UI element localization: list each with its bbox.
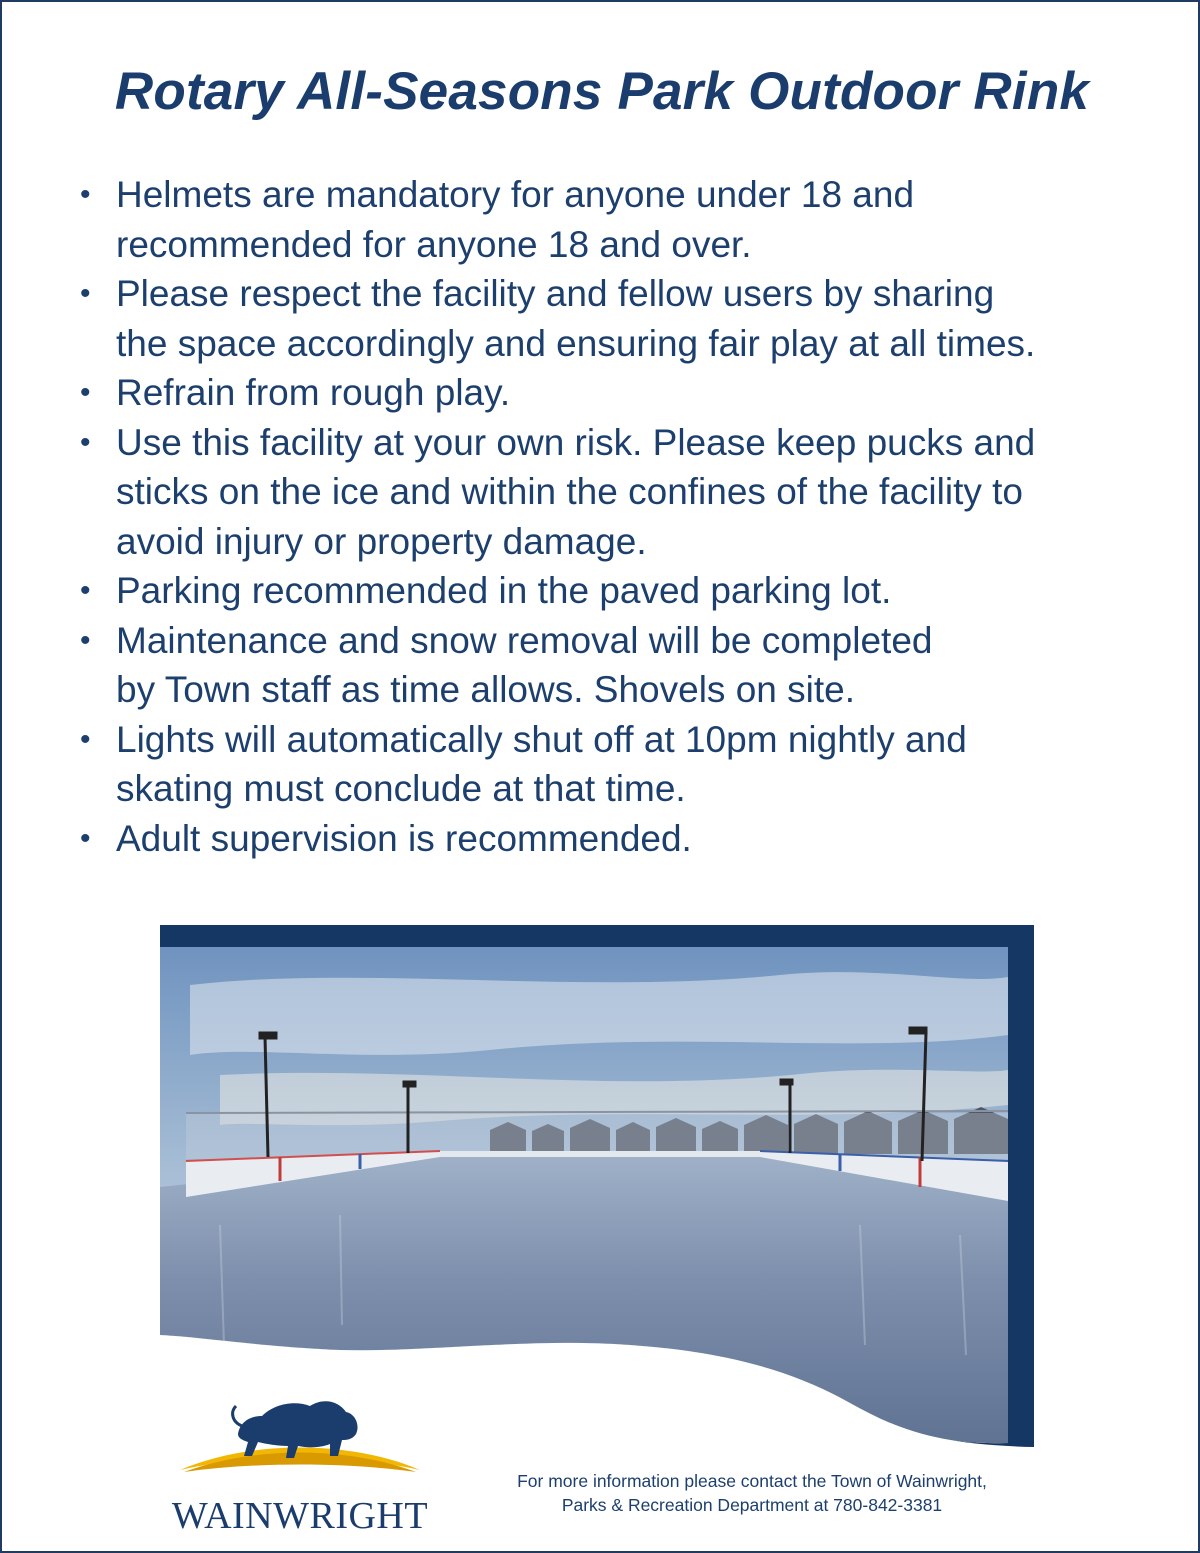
bullet: • [80,722,91,756]
bullet: • [80,277,91,310]
rule-item [80,368,1170,418]
rules-list [80,170,1170,863]
rule-text: Use this facility at your own risk. Please keep pucks and sticks on the ice and within the confines of the facility to avoid injury or property damage. [116,421,1036,562]
rule-item [80,418,1170,567]
rule-text: Lights will automatically shut off at 10pm nightly and skating must conclude at that time. [116,718,967,809]
bullet: • [80,574,91,607]
page-title: Rotary All-Seasons Park Outdoor Rink [114,62,1090,121]
wainwright-logo [170,1382,430,1542]
rule-text: Refrain from rough play. [116,372,511,413]
logo-wordmark: WAINWRIGHT [171,1495,429,1537]
rule-item [80,566,1170,616]
rule-item [80,715,1170,814]
bullet: • [80,178,91,211]
rule-text: Parking recommended in the paved parking lot. [116,570,892,611]
bullet: • [80,623,91,657]
bullet: • [80,376,91,409]
rule-text: Please respect the facility and fellow users by sharing the space accordingly and ensuring fair play at all times. [116,273,1036,364]
rule-item [80,269,1170,368]
rule-item [80,814,1170,864]
bison-icon [170,1382,430,1492]
rule-item [80,616,1170,715]
rule-text: Adult supervision is recommended. [116,817,692,859]
bullet: • [80,821,91,855]
contact-line-1: For more information please contact the Town of Wainwright, [517,1471,987,1491]
rule-text: Maintenance and snow removal will be completed by Town staff as time allows. Shovels on site. [116,619,933,710]
rule-text: Helmets are mandatory for anyone under 18 and recommended for anyone 18 and over. [116,174,915,265]
rule-item [80,170,1170,269]
contact-line-2: Parks & Recreation Department at 780-842-3381 [561,1495,943,1515]
bullet: • [80,425,91,459]
contact-info [432,1469,1072,1517]
